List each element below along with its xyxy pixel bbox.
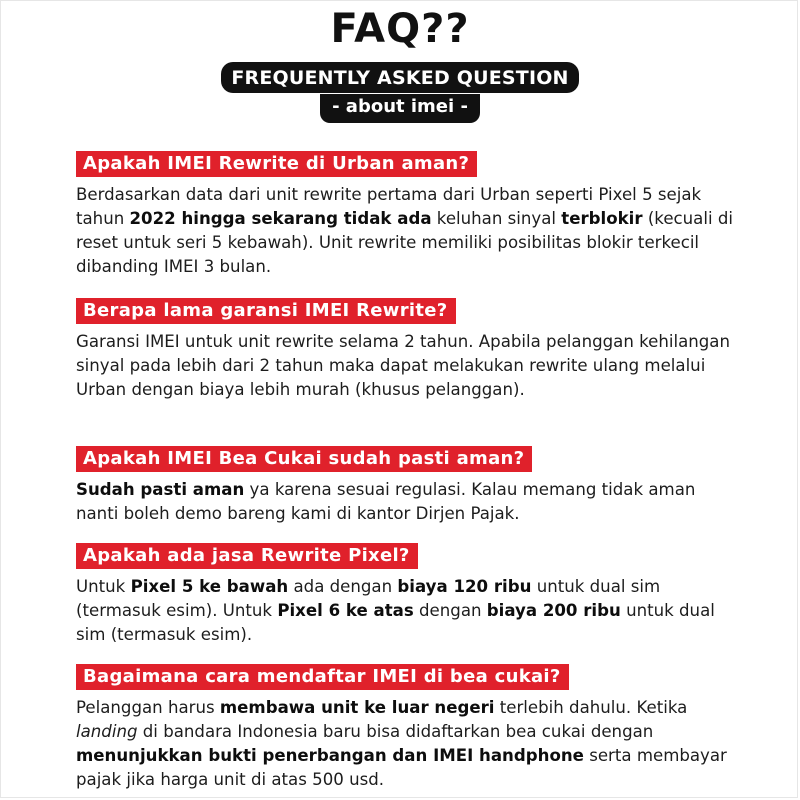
answer-bold-text: biaya 120 ribu (397, 577, 532, 596)
faq-item-4 (76, 543, 736, 647)
answer-bold-text: biaya 200 ribu (486, 601, 621, 620)
answer-text: Garansi IMEI untuk unit rewrite selama 2 tahun. Apabila pelanggan kehilangan sinyal pada lebih dari 2 tahun maka dapat melakukan rewrite ulang melalui Urban dengan biaya lebih murah (khusus pelanggan). (76, 332, 730, 399)
faq-question: Berapa lama garansi IMEI Rewrite? (76, 298, 456, 324)
answer-text: keluhan sinyal (431, 209, 562, 228)
answer-text: Untuk (76, 577, 131, 596)
faq-question: Bagaimana cara mendaftar IMEI di bea cukai? (76, 664, 569, 690)
subtitle-banner (0, 62, 800, 93)
subtitle-main: FREQUENTLY ASKED QUESTION (221, 62, 578, 93)
answer-text: untuk dual sim (termasuk esim). (76, 601, 715, 644)
faq-answer (76, 330, 736, 402)
answer-bold-text: menunjukkan bukti penerbangan dan IMEI handphone (76, 746, 584, 765)
faq-item-2 (76, 298, 736, 402)
faq-answer (76, 575, 736, 647)
page-title: FAQ?? (330, 6, 470, 52)
answer-text: dengan (413, 601, 487, 620)
answer-bold-text: terblokir (561, 209, 643, 228)
answer-bold-text: membawa unit ke luar negeri (219, 698, 495, 717)
faq-answer (76, 478, 736, 526)
answer-text: ada dengan (288, 577, 398, 596)
subtitle-sub: - about imei - (320, 94, 480, 123)
answer-bold-text: 2022 hingga sekarang tidak ada (129, 209, 432, 228)
answer-text: Pelanggan harus (76, 698, 220, 717)
faq-question: Apakah ada jasa Rewrite Pixel? (76, 543, 418, 569)
answer-text: untuk dual sim (termasuk esim). Untuk (76, 577, 661, 620)
answer-text: di bandara Indonesia baru bisa didaftarkan bea cukai dengan (137, 722, 654, 741)
subtitle-tab (0, 94, 800, 123)
faq-answer (76, 183, 736, 279)
faq-item-3 (76, 446, 736, 526)
answer-bold-text: Sudah pasti aman (76, 480, 245, 499)
answer-text: serta membayar pajak jika harga unit di atas 500 usd. (76, 746, 727, 789)
answer-italic-text: landing (76, 722, 138, 741)
answer-text: Berdasarkan data dari unit rewrite pertama dari Urban seperti Pixel 5 sejak tahun (76, 185, 702, 228)
faq-question: Apakah IMEI Bea Cukai sudah pasti aman? (76, 446, 532, 472)
answer-bold-text: Pixel 5 ke bawah (130, 577, 289, 596)
faq-answer (76, 696, 736, 792)
faq-question: Apakah IMEI Rewrite di Urban aman? (76, 151, 477, 177)
faq-item-1 (76, 151, 736, 279)
answer-text: terlebih dahulu. Ketika (494, 698, 688, 717)
answer-text: ya karena sesuai regulasi. Kalau memang tidak aman nanti boleh demo bareng kami di kantor Dirjen Pajak. (76, 480, 696, 523)
faq-item-5 (76, 664, 736, 792)
answer-bold-text: Pixel 6 ke atas (277, 601, 414, 620)
answer-text: (kecuali di reset untuk seri 5 kebawah). Unit rewrite memiliki posibilitas blokir terkecil dibanding IMEI 3 bulan. (76, 209, 733, 276)
